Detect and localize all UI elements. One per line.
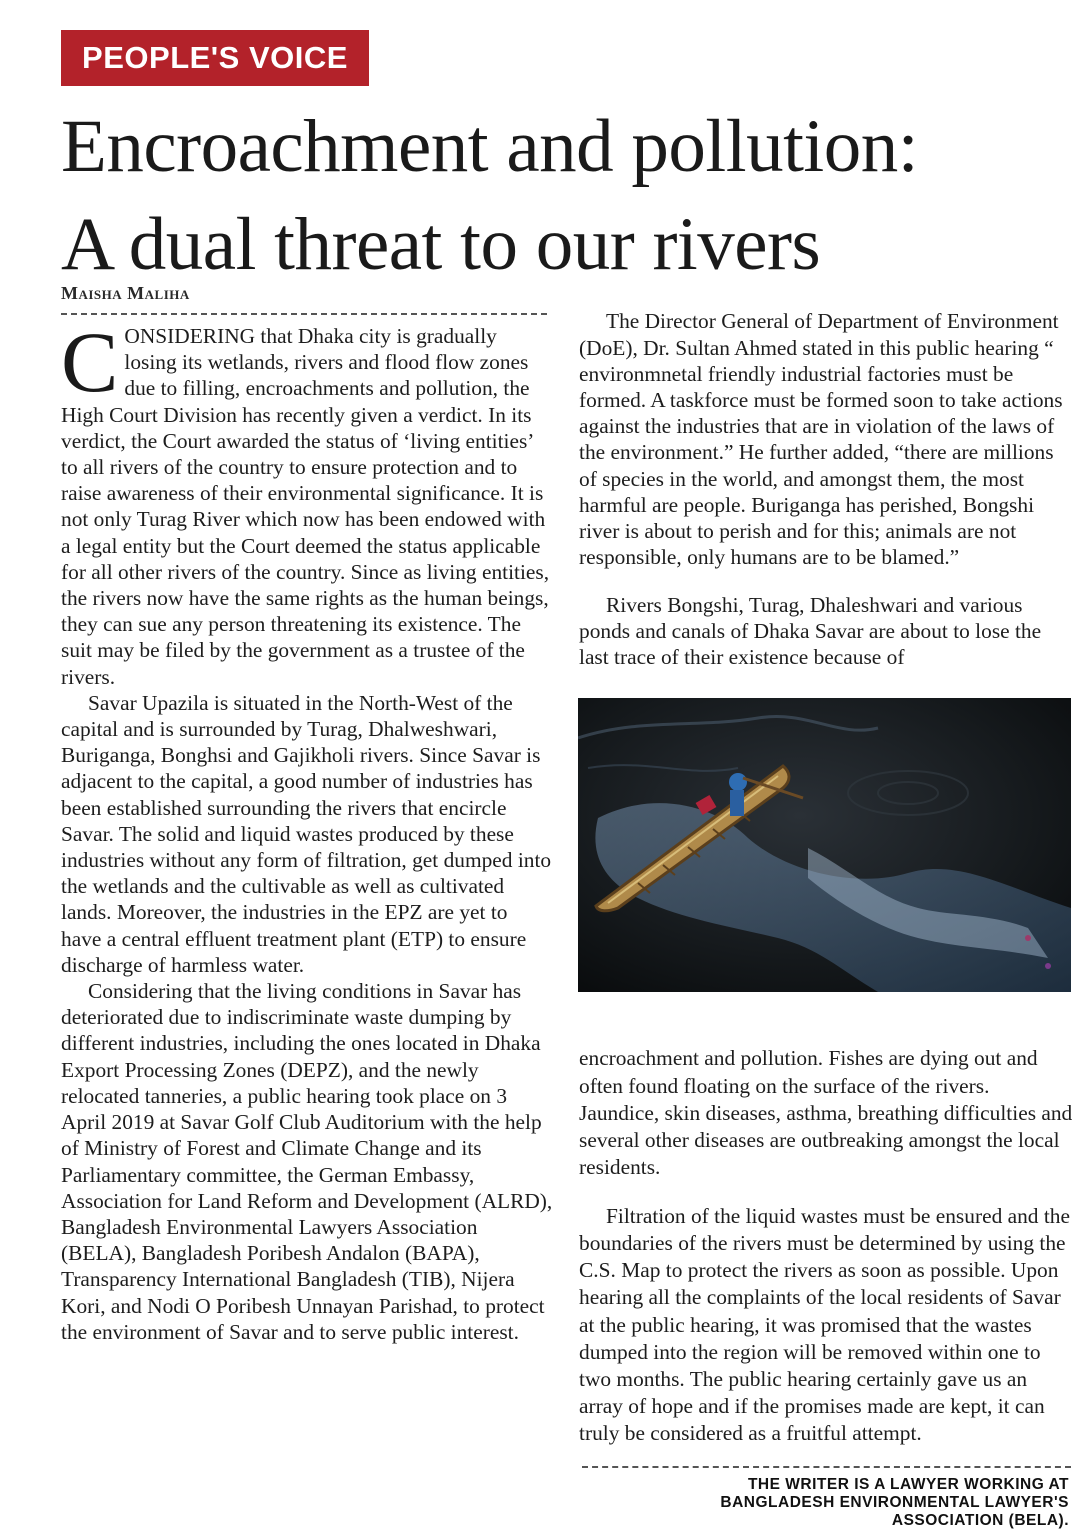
article-paragraph-6: Filtration of the liquid wastes must be ensured and the boundaries of the rivers must be determined by using the C.S. Map to protect the rivers as soon as possible. Upon hearing all the complaints of the local residents of Savar at the public hearing, it was promised that the wastes dumped into the region will be removed within one to two months. The public hearing certainly gave us an array of hope and if the promises made are kept, it can truly be considered as a fruitful attempt. [579,1203,1070,1446]
paragraph-1-text: ONSIDERING that Dhaka city is gradually losing its wetlands, rivers and flood flow zones due to filling, encroachments and pollution, the High Court Division has recently given a verdict. In its verdict, the Court awarded the status of ‘living entities’ to all rivers of the country to ensure protection and to raise awareness of their environmental significance. It is not only Turag River which now has been endowed with a legal entity but the Court deemed the status applicable for all other rivers of the country. Since as living entities, the rivers now have the same rights as the human beings, they can sue any person threatening its existence. The suit may be filed by the government as a trustee of the rivers. [61,324,550,689]
article-column-left [61,314,553,1345]
byline: Maisha Maliha [61,283,190,303]
writer-note-line-3: ASSOCIATION (BELA). [891,1512,1069,1529]
writer-note-divider [582,1466,1071,1468]
drop-cap: C [61,314,119,410]
article-paragraph-1 [61,314,553,690]
article-paragraph-2: Savar Upazila is situated in the North-West of the capital and is surrounded by Turag, Dhalweshwari, Buriganga, Bonghsi and Gajikholi rivers. Since Savar is adjacent to the capital, a good number of industries has been established surrounding the rivers that encircle Savar. The solid and liquid wastes produced by these industries without any form of filtration, get dumped into the wetlands and the cultivable as well as cultivated lands. Moreover, the industries in the EPZ are yet to have a central effluent treatment plant (ETP) to ensure discharge of harmless water. [61,690,552,977]
article-column-right-bottom [579,1024,1074,1469]
writer-note-line-2: BANGLADESH ENVIRONMENTAL LAWYER'S [720,1494,1069,1511]
article-paragraph-5-start: Rivers Bongshi, Turag, Dhaleshwari and various ponds and canals of Dhaka Savar are about to lose the last trace of their existence because of [579,592,1042,670]
article-paragraph-3: Considering that the living conditions in Savar has deteriorated due to indiscriminate waste dumping by different industries, including the ones located in Dhaka Export Processing Zones (DEPZ), and the newly relocated tanneries, a public hearing took place on 3 April 2019 at Savar Golf Club Auditorium with the help of Ministry of Forest and Climate Change and its Parliamentary committee, the German Embassy, Association for Land Reform and Development (ALRD), Bangladesh Environmental Lawyers Association (BELA), Bangladesh Poribesh Andalon (BAPA), Transparency International Bangladesh (TIB), Nijera Kori, and Nodi O Poribesh Unnayan Parishad, to protect the environment of Savar and to serve public interest. [61,979,553,1344]
section-label: PEOPLE'S VOICE [61,30,369,86]
headline [61,98,1071,294]
article-paragraph-4: The Director General of Department of Environment (DoE), Dr. Sultan Ahmed stated in this public hearing “ environmnetal friendly industrial factories must be formed. A taskforce must be formed soon to take actions against the industries that are in violation of the laws of the environment.” He further added, “there are millions of species in the world, and amongst them, the most harmful are people. Buriganga has perished, Bongshi river is about to perish and for this; animals are not responsible, only humans are to be blamed.” [579,309,1063,570]
article-column-right-top [579,287,1074,692]
article-paragraph-5-end: encroachment and pollution. Fishes are dying out and often found floating on the surface of the rivers. Jaundice, skin diseases, asthma, breathing difficulties and several other diseases are outbreaking amongst the local residents. [579,1046,1073,1180]
headline-line-1: Encroachment and pollution: [61,105,919,188]
river-boat-photo [578,698,1071,992]
writer-note [599,1476,1069,1530]
byline-divider [61,313,547,315]
boat-on-polluted-river-image [578,698,1071,992]
headline-line-2: A dual threat to our rivers [61,203,821,286]
writer-note-line-1: THE WRITER IS A LAWYER WORKING AT [747,1476,1069,1493]
